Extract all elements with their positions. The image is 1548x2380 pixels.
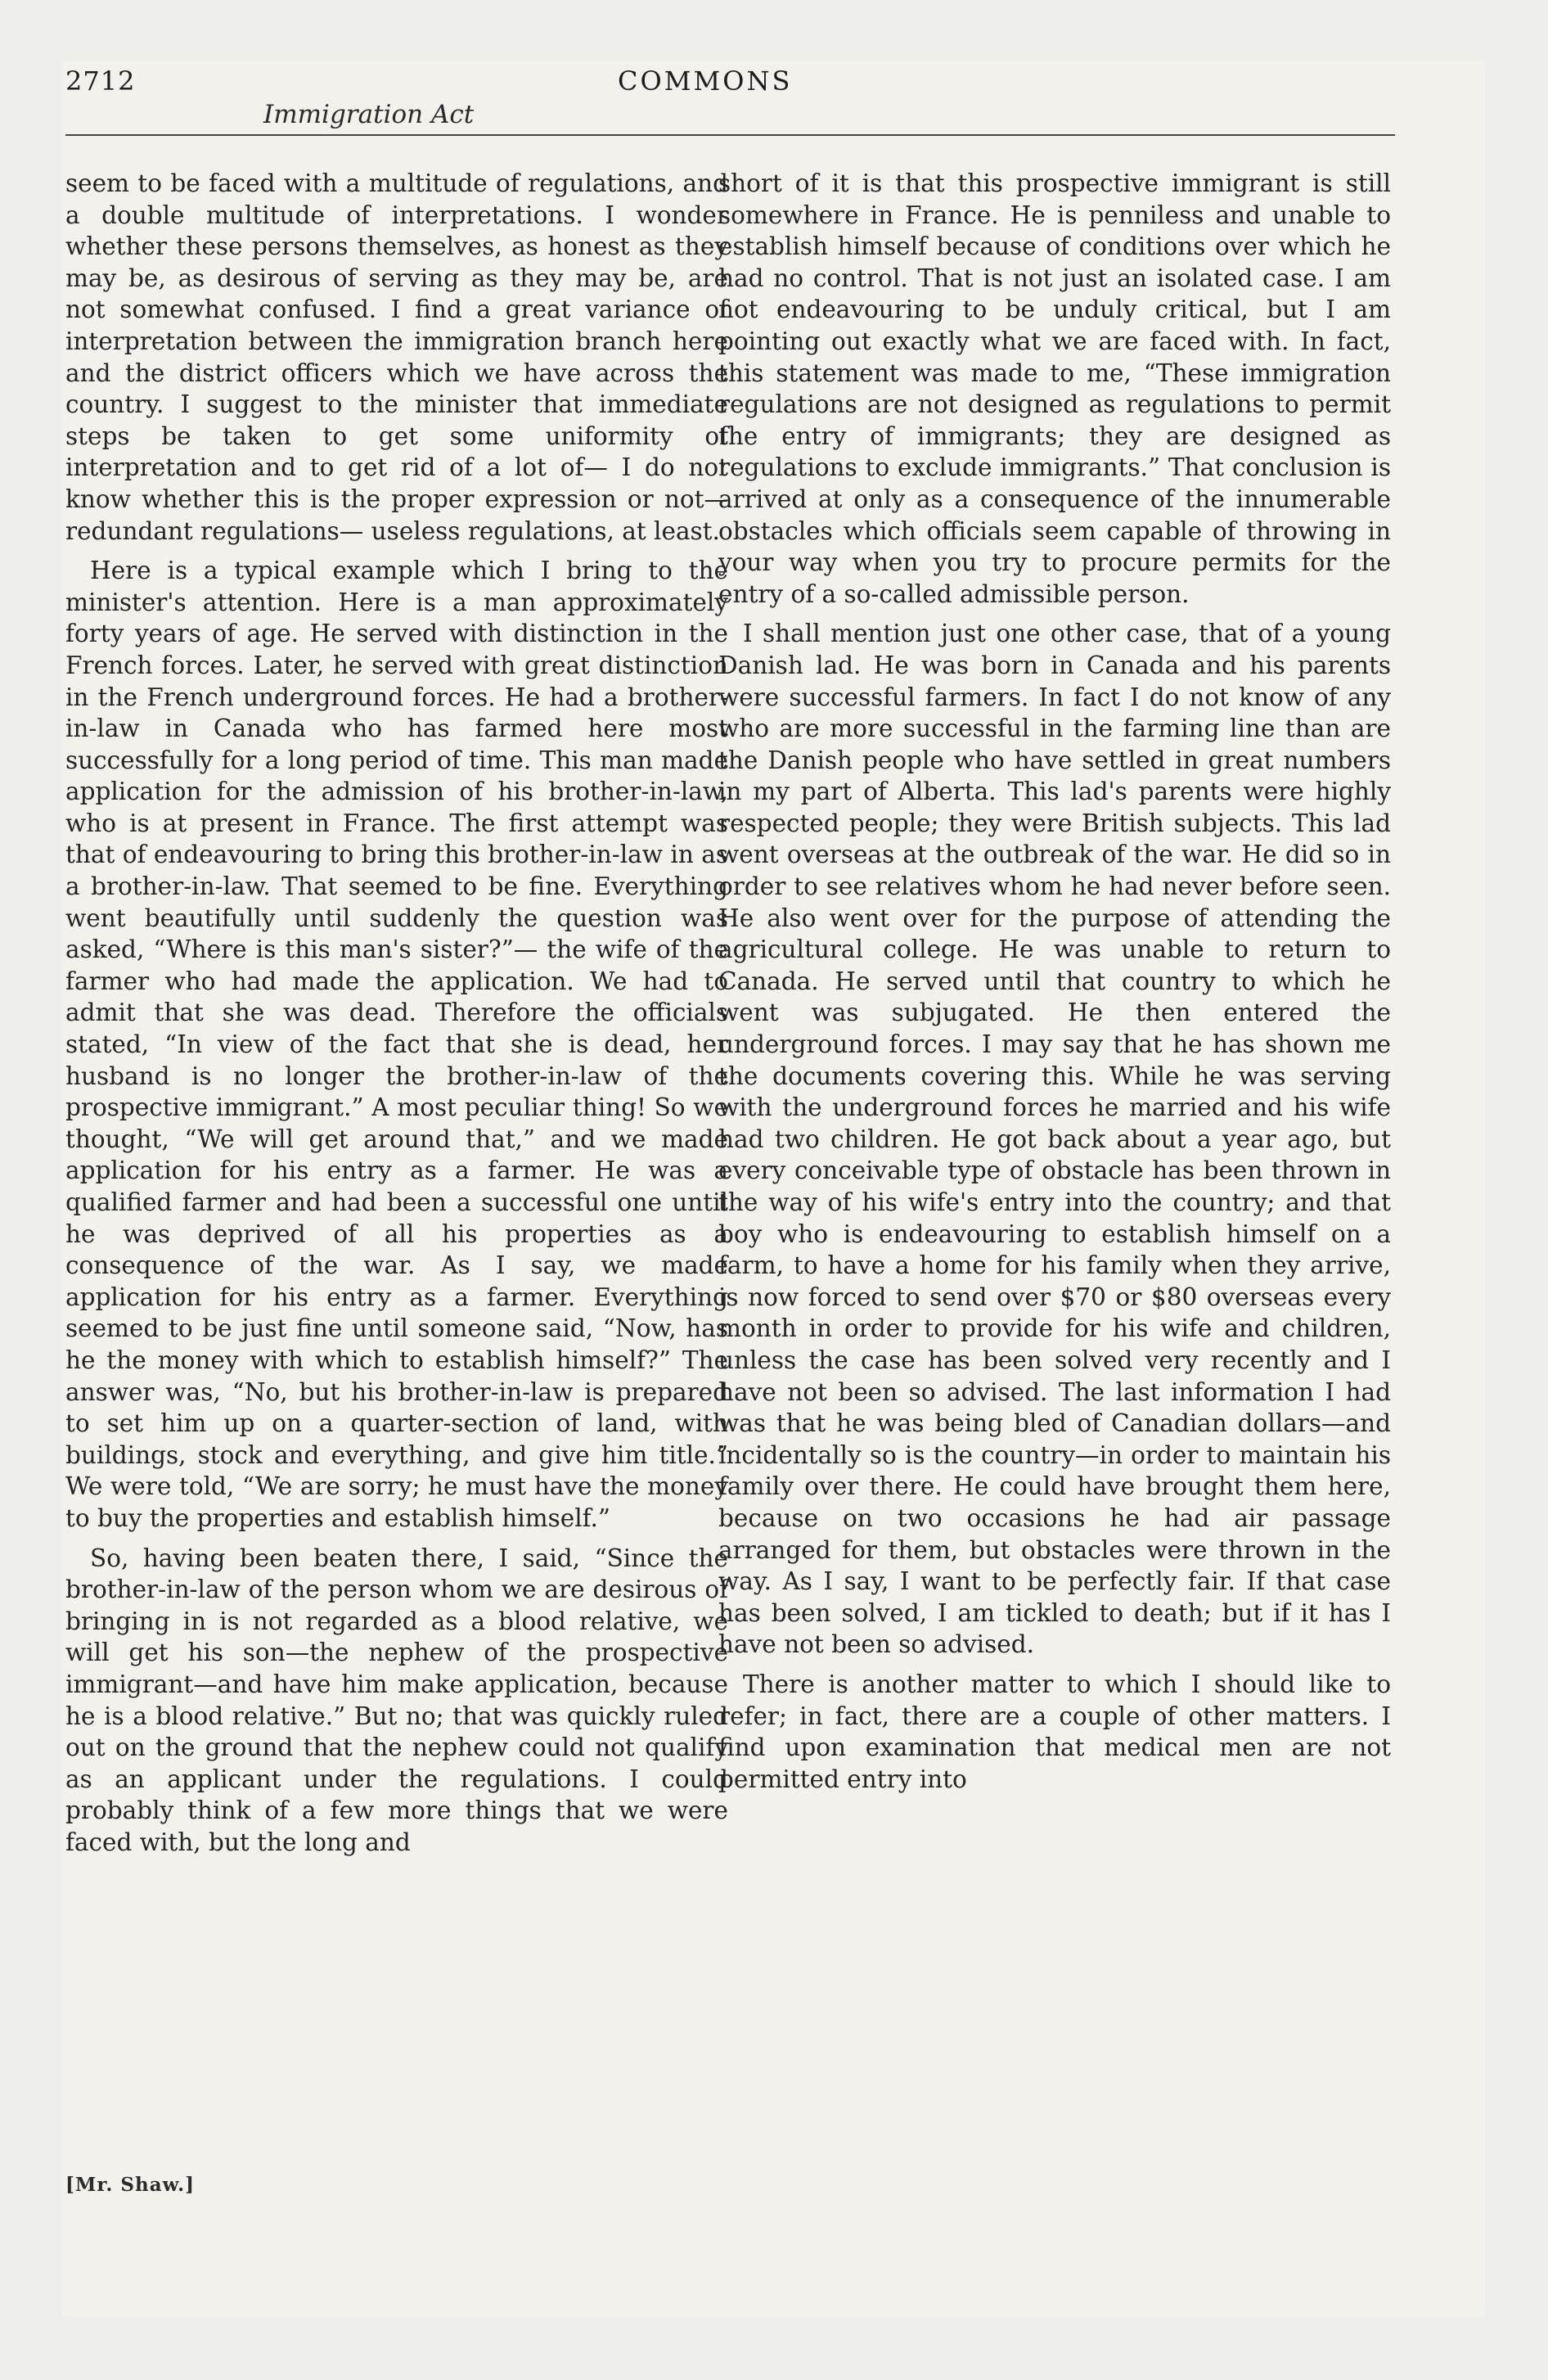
left-paragraph-1: seem to be faced with a multitude of regulations, and a double multitude of interpretations. I wonder whether these persons themselves, as honest as they may be, as desirous of serving as they may be, are not somewhat confused. I find a great variance of interpretation between the immigration branch here and the district officers which we have across the country. I suggest to the minister that immediate steps be taken to get some uniformity of interpretation and to get rid of a lot of— I do not know whether this is the proper expression or not—redundant regulations— useless regulations, at least. bbox=[65, 169, 728, 545]
right-paragraph-1: short of it is that this prospective immigrant is still somewhere in France. He is penniless and unable to establish himself because of conditions over which he had no control. That is not just an isolated case. I am not endeavouring to be unduly critical, but I am pointing out exactly what we are faced with. In fact, this statement was made to me, “These immigration regulations are not designed as regulations to permit the entry of immigrants; they are designed as regulations to exclude immigrants.” That conclusion is arrived at only as a consequence of the innumerable obstacles which officials seem capable of throwing in your way when you try to procure permits for the entry of a so-called admissible person. bbox=[718, 169, 1391, 608]
right-column bbox=[718, 168, 1391, 1795]
page-number: 2712 bbox=[65, 65, 136, 97]
speaker-attribution: [Mr. Shaw.] bbox=[65, 2174, 195, 2196]
left-column bbox=[65, 168, 728, 1858]
left-paragraph-3: So, having been beaten there, I said, “Since the brother-in-law of the person whom we are desirous of bringing in is not regarded as a blood relative, we will get his son—the nephew of the prospective immigrant—and have him make application, because he is a blood relative.” But no; that was quickly ruled out on the ground that the nephew could not qualify as an applicant under the regulations. I could probably think of a few more things that we were faced with, but the long and bbox=[65, 1544, 728, 1856]
left-paragraph-2: Here is a typical example which I bring to the minister's attention. Here is a man approximately forty years of age. He served with distinction in the French forces. Later, he served with great distinction in the French underground forces. He had a brother-in-law in Canada who has farmed here most successfully for a long period of time. This man made application for the admission of his brother-in-law, who is at present in France. The first attempt was that of endeavouring to bring this brother-in-law in as a brother-in-law. That seemed to be fine. Everything went beautifully until suddenly the question was asked, “Where is this man's sister?”— the wife of the farmer who had made the application. We had to admit that she was dead. Therefore the officials stated, “In view of the fact that she is dead, her husband is no longer the brother-in-law of the prospective immigrant.” A most peculiar thing! So we thought, “We will get around that,” and we made application for his entry as a farmer. He was a qualified farmer and had been a successful one until he was deprived of all his properties as a consequence of the war. As I say, we made application for his entry as a farmer. Everything seemed to be just fine until someone said, “Now, has he the money with which to establish himself?” The answer was, “No, but his brother-in-law is prepared to set him up on a quarter-section of land, with buildings, stock and everything, and give him title.” We were told, “We are sorry; he must have the money to buy the properties and establish himself.” bbox=[65, 557, 728, 1532]
right-paragraph-2: I shall mention just one other case, that of a young Danish lad. He was born in Canada and his parents were successful farmers. In fact I do not know of any who are more successful in the farming line than are the Danish people who have settled in great numbers in my part of Alberta. This lad's parents were highly respected people; they were British subjects. This lad went overseas at the outbreak of the war. He did so in order to see relatives whom he had never before seen. He also went over for the purpose of attending the agricultural college. He was unable to return to Canada. He served until that country to which he went was subjugated. He then entered the underground forces. I may say that he has shown me the documents covering this. While he was serving with the underground forces he married and his wife had two children. He got back about a year ago, but every conceivable type of obstacle has been thrown in the way of his wife's entry into the country; and that boy who is endeavouring to establish himself on a farm, to have a home for his family when they arrive, is now forced to send over $70 or $80 overseas every month in order to provide for his wife and children, unless the case has been solved very recently and I have not been so advised. The last information I had was that he was being bled of Canadian dollars—and incidentally so is the country—in order to maintain his family over there. He could have brought them here, because on two occasions he had air passage arranged for them, but obstacles were thrown in the way. As I say, I want to be perfectly fair. If that case has been solved, I am tickled to death; but if it has I have not been so advised. bbox=[718, 620, 1391, 1659]
chamber-heading: COMMONS bbox=[618, 65, 793, 97]
running-title: Immigration Act bbox=[263, 100, 475, 129]
right-paragraph-3: There is another matter to which I should like to refer; in fact, there are a couple of other matters. I find upon examination that medical men are not permitted entry into bbox=[718, 1670, 1391, 1793]
header-rule bbox=[65, 134, 1395, 136]
